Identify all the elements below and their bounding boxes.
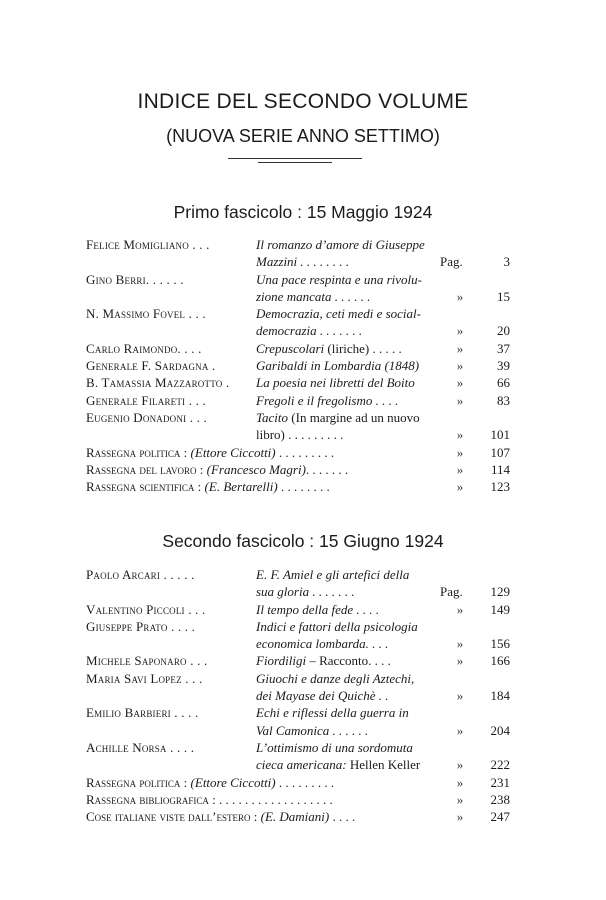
entry-author	[86, 618, 256, 635]
entry-author	[86, 704, 256, 721]
page-prefix: »	[456, 340, 464, 356]
rubric-leader-dots: . . . . . . . . . . . . . . . . . .	[219, 791, 333, 807]
toc-entry	[86, 618, 510, 635]
author-spacer	[86, 687, 256, 704]
author-leader-dots: . . . . . .	[145, 271, 184, 287]
rubric-author: (E. Bertarelli)	[204, 479, 278, 495]
toc-rubric-entry	[86, 774, 510, 791]
title-text-continued: zione mancata . . . . . .	[256, 288, 371, 304]
author-name: N. Massimo Fovel	[86, 306, 186, 322]
toc-entry	[86, 409, 510, 426]
title-text-continued: sua gloria . . . . . . .	[256, 584, 355, 600]
page-number: 101	[490, 427, 510, 443]
rubric-line	[86, 791, 440, 808]
page-number: 66	[497, 375, 510, 391]
toc-entry	[86, 566, 510, 583]
title-text-continued: Mazzini . . . . . . . .	[256, 254, 350, 270]
author-leader-dots: . . .	[184, 601, 206, 617]
title-divider-short	[258, 162, 332, 163]
author-name: Felice Momigliano	[86, 237, 189, 252]
page-number: 37	[497, 340, 510, 356]
page-prefix: »	[456, 774, 464, 790]
toc-rubric-entry	[86, 478, 510, 495]
author-spacer	[86, 426, 256, 443]
author-spacer	[86, 253, 256, 270]
entry-author	[86, 305, 256, 322]
page-number: 184	[490, 688, 510, 704]
toc-entry	[86, 704, 510, 721]
page-prefix: »	[456, 375, 464, 391]
title-text-continued: economica lombarda. . . .	[256, 636, 389, 652]
page-number: 231	[490, 774, 510, 790]
page-prefix: »	[456, 636, 464, 652]
rubric-label: Rassegna politica :	[86, 444, 188, 460]
page-number-empty	[480, 271, 510, 288]
rubric-line	[86, 444, 440, 461]
title-text: Il tempo della fede . . . .	[256, 601, 380, 617]
rubric-label: Cose italiane viste dall’estero :	[86, 809, 258, 825]
page-prefix: »	[456, 601, 464, 617]
entry-title	[256, 566, 440, 583]
title-text-continued: cieca americana:	[256, 757, 347, 773]
author-leader-dots: . . .	[186, 653, 208, 669]
entry-title	[256, 409, 440, 426]
entry-title-continued	[256, 687, 440, 704]
entry-title	[256, 601, 440, 618]
page-number: 20	[497, 323, 510, 339]
rubric-label: Rassegna scientifica :	[86, 479, 202, 495]
entry-title	[256, 618, 440, 635]
author-leader-dots: . . . .	[166, 739, 195, 755]
entry-author	[86, 409, 256, 426]
page-number: 238	[490, 791, 510, 807]
page-prefix: »	[456, 461, 464, 477]
toc-entry-continuation	[86, 722, 510, 739]
author-leader-dots: . . . .	[167, 618, 196, 634]
title-text: Echi e riflessi della guerra in	[256, 705, 409, 721]
toc-entry	[86, 271, 510, 288]
entry-title-continued	[256, 756, 440, 773]
entry-title	[256, 374, 440, 391]
page-prefix: »	[456, 653, 464, 669]
rubric-leader-dots: . . . . . . .	[305, 461, 349, 477]
author-name: Emilio Barbieri	[86, 705, 171, 721]
rubric-line	[86, 774, 440, 791]
entry-title	[256, 739, 440, 756]
toc-entry-continuation	[86, 635, 510, 652]
rubric-author: (Ettore Ciccotti)	[190, 444, 276, 460]
author-leader-dots: . . . .	[177, 340, 202, 356]
page-prefix: »	[456, 757, 464, 773]
entry-title	[256, 670, 440, 687]
page-number-empty	[480, 670, 510, 687]
page-number-empty	[480, 409, 510, 426]
page-prefix-empty	[440, 704, 480, 721]
page-number: 114	[490, 461, 510, 477]
page-number: 39	[497, 358, 510, 374]
entry-title	[256, 305, 440, 322]
rubric-leader-dots: . . . . . . . .	[277, 479, 330, 495]
title-text-continued: democrazia . . . . . . .	[256, 323, 363, 339]
toc-entry-continuation	[86, 253, 510, 270]
page-number-empty	[480, 739, 510, 756]
rubric-leader-dots: . . . . . . . . .	[275, 444, 335, 460]
toc-entry-continuation	[86, 426, 510, 443]
title-text: Democrazia, ceti medi e social-	[256, 306, 421, 322]
page-prefix-empty	[440, 271, 480, 288]
page-number: 107	[490, 444, 510, 460]
title-divider-long	[228, 158, 362, 159]
toc-rubric-entry	[86, 461, 510, 478]
toc-entry-continuation	[86, 583, 510, 600]
page-number-empty	[480, 305, 510, 322]
page-number: 129	[490, 584, 510, 600]
rubric-line	[86, 478, 440, 495]
toc-entry	[86, 357, 510, 374]
author-name: Valentino Piccoli	[86, 601, 185, 617]
toc-entry	[86, 305, 510, 322]
toc-entry	[86, 652, 510, 669]
author-leader-dots: .	[208, 358, 216, 374]
entry-title	[256, 271, 440, 288]
entry-title-continued	[256, 322, 440, 339]
page-number: 247	[490, 809, 510, 825]
page-prefix: »	[456, 688, 464, 704]
page-number: 204	[490, 722, 510, 738]
author-spacer	[86, 288, 256, 305]
page-number: 123	[490, 479, 510, 495]
section-heading-primo: Primo fascicolo : 15 Maggio 1924	[173, 202, 433, 222]
section-heading-secondo: Secondo fascicolo : 15 Giugno 1924	[162, 531, 444, 551]
entry-title-continued	[256, 426, 440, 443]
page-prefix: »	[456, 323, 464, 339]
rubric-label: Rassegna bibliografica :	[86, 791, 216, 807]
toc-rubric-entry	[86, 791, 510, 808]
toc-entry-continuation	[86, 687, 510, 704]
page-number-empty	[480, 236, 510, 253]
rubric-author: (Francesco Magri)	[206, 461, 306, 477]
author-leader-dots: . . .	[185, 392, 206, 408]
title-text-continued: Val Camonica . . . . . .	[256, 722, 369, 738]
page-prefix: »	[456, 444, 464, 460]
author-name: Generale F. Sardagna	[86, 358, 209, 374]
title-text-continued: libro) . . . . . . . . .	[256, 427, 344, 443]
author-name: Generale Filareti	[86, 392, 186, 408]
entry-author	[86, 670, 256, 687]
entry-author	[86, 652, 256, 669]
page-number-empty	[480, 566, 510, 583]
page-number: 3	[503, 254, 510, 270]
entry-title	[256, 704, 440, 721]
entry-title-continued	[256, 635, 440, 652]
page-prefix-empty	[440, 236, 480, 253]
page-number-empty	[480, 618, 510, 635]
entry-author	[86, 236, 256, 253]
rubric-author: (Ettore Ciccotti)	[190, 774, 276, 790]
toc-entry	[86, 670, 510, 687]
title-text: Indici e fattori della psicologia	[256, 618, 418, 634]
title-text: Fregoli e il fregolismo . . . .	[256, 392, 399, 408]
page-number: 222	[490, 757, 510, 773]
toc-entry-continuation	[86, 756, 510, 773]
author-leader-dots: . . . . .	[160, 567, 195, 582]
title-text: Crepuscolari	[256, 340, 325, 356]
author-name: Carlo Raimondo	[86, 340, 178, 356]
toc-entry-continuation	[86, 288, 510, 305]
author-leader-dots: . . .	[186, 409, 207, 425]
author-leader-dots: .	[222, 375, 230, 391]
rubric-leader-dots: . . . .	[329, 809, 356, 825]
author-leader-dots: . . . .	[170, 705, 199, 721]
title-text: Giuochi e danze degli Aztechi,	[256, 670, 415, 686]
entry-author	[86, 739, 256, 756]
page-prefix: »	[456, 427, 464, 443]
page-number: 15	[497, 288, 510, 304]
entry-author	[86, 566, 256, 583]
entry-title	[256, 236, 440, 253]
title-text: Tacito	[256, 409, 289, 425]
page-prefix: »	[456, 809, 464, 825]
rubric-line	[86, 461, 440, 478]
page-prefix-empty	[440, 566, 480, 583]
page-prefix: Pag.	[440, 584, 463, 600]
toc-entry	[86, 601, 510, 618]
title-note: – Racconto. . . .	[306, 653, 391, 669]
page-number-empty	[480, 704, 510, 721]
rubric-label: Rassegna del lavoro :	[86, 461, 204, 477]
title-text: L’ottimismo di una sordomuta	[256, 739, 413, 755]
title-subject: Hellen Keller	[346, 757, 421, 773]
toc-entry	[86, 392, 510, 409]
title-text-continued: dei Mayase dei Quichè . .	[256, 688, 389, 704]
entry-author	[86, 601, 256, 618]
entry-title	[256, 392, 440, 409]
toc-entry	[86, 374, 510, 391]
author-name: Maria Savi Lopez	[86, 670, 182, 686]
title-text: Garibaldi in Lombardia (1848)	[256, 358, 420, 374]
entry-author	[86, 340, 256, 357]
author-leader-dots: . . .	[181, 670, 203, 686]
entry-author	[86, 374, 256, 391]
entry-title	[256, 357, 440, 374]
toc-entry	[86, 236, 510, 253]
author-name: Gino Berri	[86, 271, 146, 287]
entry-author	[86, 271, 256, 288]
entry-title-continued	[256, 253, 440, 270]
author-leader-dots: . . .	[185, 306, 206, 322]
entry-author	[86, 392, 256, 409]
entry-title	[256, 340, 440, 357]
toc-entry-continuation	[86, 322, 510, 339]
page-prefix: »	[456, 791, 464, 807]
toc-section-secondo	[86, 566, 510, 825]
page-prefix: »	[456, 288, 464, 304]
title-text: Fiordiligi	[256, 653, 307, 669]
page-prefix-empty	[440, 305, 480, 322]
author-name: Eugenio Donadoni	[86, 409, 187, 425]
rubric-leader-dots: . . . . . . . . .	[275, 774, 335, 790]
title-text: La poesia nei libretti del Boito	[256, 375, 415, 391]
entry-title	[256, 652, 440, 669]
page-prefix-empty	[440, 739, 480, 756]
toc-rubric-entry	[86, 444, 510, 461]
author-name: Michele Saponaro	[86, 653, 187, 669]
rubric-line	[86, 808, 440, 825]
toc-entry	[86, 739, 510, 756]
rubric-author: (E. Damiani)	[260, 809, 330, 825]
page-prefix: »	[456, 479, 464, 495]
page-number: 156	[490, 636, 510, 652]
title-text: Una pace respinta e una rivolu-	[256, 271, 422, 287]
title-text: E. F. Amiel e gli artefici della	[256, 567, 410, 582]
page-number: 149	[490, 601, 510, 617]
volume-title: INDICE DEL SECONDO VOLUME	[137, 90, 469, 113]
author-spacer	[86, 722, 256, 739]
page-number: 83	[497, 392, 510, 408]
page-prefix: Pag.	[440, 254, 463, 270]
author-spacer	[86, 756, 256, 773]
toc-entry	[86, 340, 510, 357]
entry-title-continued	[256, 583, 440, 600]
author-name: Giuseppe Prato	[86, 618, 168, 634]
page-number: 166	[490, 653, 510, 669]
author-spacer	[86, 635, 256, 652]
entry-title-continued	[256, 722, 440, 739]
rubric-label: Rassegna politica :	[86, 774, 188, 790]
author-spacer	[86, 583, 256, 600]
toc-section-primo	[86, 236, 510, 495]
toc-rubric-entry	[86, 808, 510, 825]
author-spacer	[86, 322, 256, 339]
title-text: Il romanzo d’amore di Giuseppe	[256, 237, 425, 252]
title-note: (In margine ad un nuovo	[288, 409, 420, 425]
page-prefix-empty	[440, 409, 480, 426]
volume-subtitle: (NUOVA SERIE ANNO SETTIMO)	[166, 126, 440, 146]
title-note: (liriche) . . . . .	[324, 340, 402, 356]
author-name: B. Tamassia Mazzarotto	[86, 375, 223, 391]
author-name: Paolo Arcari	[86, 567, 161, 582]
page-prefix-empty	[440, 618, 480, 635]
entry-title-continued	[256, 288, 440, 305]
author-name: Achille Norsa	[86, 739, 167, 755]
page-prefix: »	[456, 392, 464, 408]
page-prefix: »	[456, 722, 464, 738]
page-prefix: »	[456, 358, 464, 374]
page-prefix-empty	[440, 670, 480, 687]
author-leader-dots: . . .	[188, 237, 210, 252]
entry-author	[86, 357, 256, 374]
